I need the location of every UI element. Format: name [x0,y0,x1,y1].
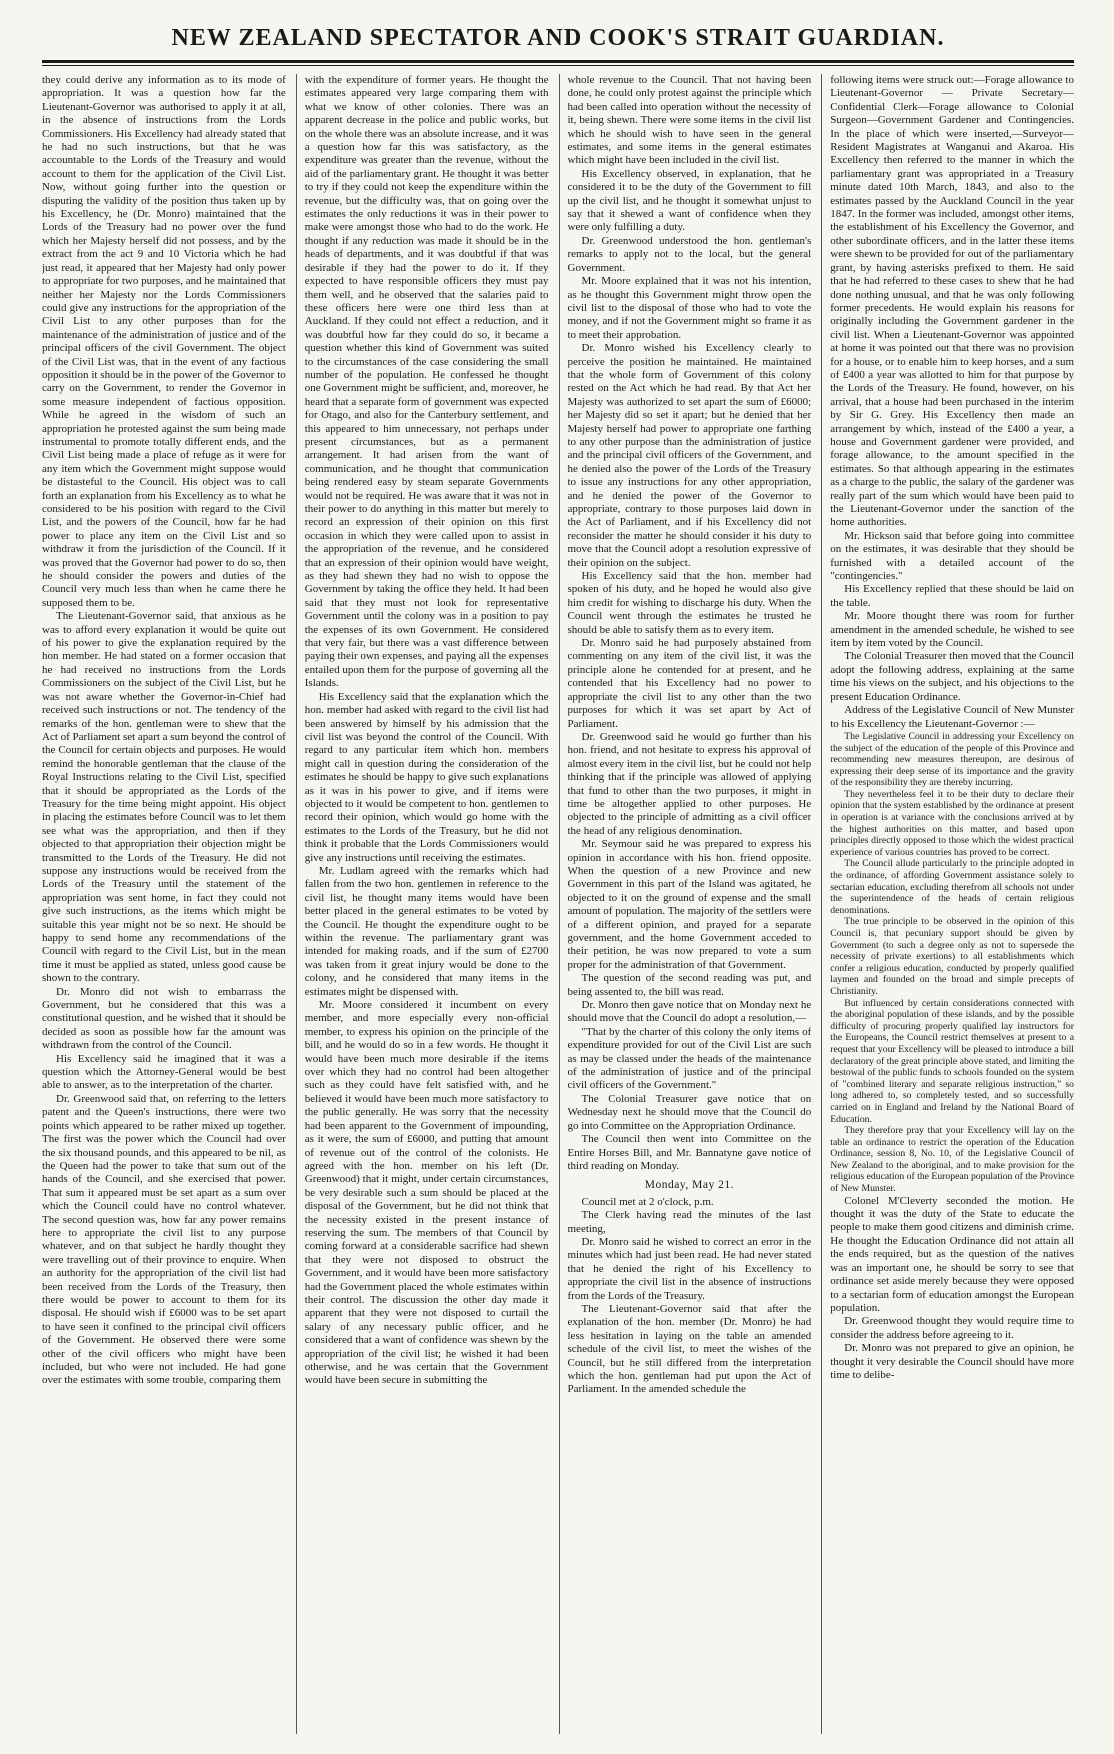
paragraph: whole revenue to the Council. That not having been done, he could only protest against the principle which had been called into operation without the necessity of it, being shewn. There were some items in the civil list which he should wish to have seen in the general estimates, and some items in the general estimates which might have been included in the civil list. [567,74,812,167]
paragraph: The Lieutenant-Governor said that after the explanation of the hon. member (Dr. Monro) he had less hesitation in laying on the table an amended schedule of the civil list, to meet the wishes of the Council, but he still differed from the interpretation which the hon. gentleman had put upon the Act of Parliament. In the amended schedule the [567,1302,812,1396]
paragraph: The Council then went into Committee on the Entire Horses Bill, and Mr. Bannatyne gave notice of third reading on Monday. [567,1133,812,1172]
masthead-rule-thick [42,60,1074,63]
paragraph: The Clerk having read the minutes of the last meeting, [567,1209,812,1235]
paragraph: Dr. Monro said he wished to correct an error in the minutes which had just been read. He had never stated that he denied the right of his Excellency to appropriate the civil list in the absence of instructions from the Lords of the Treasury. [567,1235,812,1302]
paragraph: Dr. Greenwood thought they would require time to consider the address before agreeing to it. [830,1315,1074,1341]
paragraph: Dr. Monro said he had purposely abstained from commenting on any item of the civil list, it was the principle alone he contended for at present, and he contended that his Excellency had no power to appropriate the civil list to any other than the two purposes for which it was set apart by Act of Parliament. [567,637,812,730]
paragraph: The Colonial Treasurer then moved that the Council adopt the following address, explaining at the same time his views on the subject, and his objections to the present Education Ordinance. [830,650,1074,703]
address-paragraph: The true principle to be observed in the opinion of this Council is, that pecuniary support should be given by Government (to such a degree only as not to supersede the necessity of private exertions) to all establishments which confer a religious education, conducted by properly qualified laymen and founded on the broad and simple precepts of Christianity. [830,916,1074,997]
paragraph: Dr. Monro did not wish to embarrass the Government, but he considered that this was a constitutional question, and he wished that it should be decided as soon as possible how far the amount was withdrawn from the control of the Council. [42,985,286,1052]
address-paragraph: The Legislative Council in addressing your Excellency on the subject of the education of the people of this Province and recommending new measures thereupon, are desirous of expressing their deep sense of its importance and the gravity of the responsibility they are thereby incurring. [830,730,1074,789]
paragraph: Dr. Monro wished his Excellency clearly to perceive the position he maintained. He maintained that the whole form of Government of this colony rested on the Act which he had read. By that Act her Majesty was authorized to set apart the sum of £6000; her Majesty did so set it apart; but he denied that her Majesty herself had power to appropriate one farthing to any other purpose than the administration of justice and the principal civil officers of the Government, and he denied also the power of the Lords of the Treasury to issue any instructions for any other appropriation, and he denied the power of the Governor to appropriate, contrary to those purposes laid down in the Act of Parliament, and if his Excellency did not reconsider the matter he should consider it his duty to move that the Council adopt a resolution expressive of their opinion on the subject. [567,342,812,569]
paragraph: following items were struck out:—Forage allowance to Lieutenant-Governor — Private Secretary—Confidential Clerk—Forage allowance to Colonial Surgeon—Government Gardener and Contingencies. In the place of which were inserted,—Surveyor—Resident Magistrates at Wanganui and Akaroa. His Excellency then referred to the manner in which the parliamentary grant was appropriated in a Treasury minute dated 10th March, 1843, and also to the estimates passed by the Auckland Council in the year 1847. In the former was included, amongst other items, the establishment of his Excellency the Governor, and other subordinate officers, and in the latter these items were shewn to be provided for out of the parliamentary grant, by having asterisks prefixed to them. He said that he had referred to these cases to shew that he had done nothing unusual, and that he was only following former precedents. He would explain his reasons for originally including the Government gardener in the civil list. When a Lieutenant-Governor was appointed at home it was pointed out that there was no provision for a house, or to enable him to keep horses, and a sum of £400 a year was allotted to him for that purpose by the Lords of the Treasury. He found, however, on his arrival, that a house had been purchased in the interim by Sir G. Grey. His Excellency then made an arrangement by which, instead of the £400 a year, a house and Government gardener were provided, and forage allowance, to the amount specified in the estimates. So that although appearing in the estimates as a charge to the public, the salary of the gardener was really part of the sum which would have been paid to the Lieutenant-Governor under the sanction of the home authorities. [830,74,1074,529]
column-1 [42,74,286,1734]
paragraph: with the expenditure of former years. He thought the estimates appeared very large comparing them with what we know of other colonies. There was an apparent decrease in the police and public works, but on the whole there was an absolute increase, and it was a question how far this was satisfactory, as the expenditure was greater than the revenue, without the aid of the parliamentary grant. He thought it was better to try if they could not keep the expenditure within the revenue, but the difficulty was, that on going over the estimates the only reductions it was in their power to make were amongst those who had to do the work. He thought if any reduction was made it should be in the heads of departments, and it was doubtful if that was desirable if they had the power to do it. If they expected to have responsible officers they must pay them well, and he observed that the salaries paid to these officers here were one third less than at Auckland. If they could not effect a reduction, and it was doubtful how far they could do so, it became a question whether this kind of Government was suited to the circumstances of the case considering the small number of the population. He confessed he thought one Government might be sufficient, and, moreover, he heard that a separate form of government was expected for Otago, and also for the Canterbury settlement, and this appeared to him unnecessary, not perhaps under present circumstances, but as a permanent arrangement. It had arisen from the want of communication, and he thought that communication being rendered easy by steam separate Governments would not be required. He was aware that it was not in their power to do anything in this matter but merely to record an expression of their opinion on this first occasion in which they were called upon to assist in the appropriation of the revenue, and he considered that an expression of their opinion would have weight, as they had shewn they had no wish to oppose the Government by taking the office they held. It had been said that they must not look for representative Government until the colony was in a position to pay the expenses of its own Government. He considered that very fair, but there was a vast difference between paying their own expenses, and paying all the expenses entailed upon them for the purpose of governing all the Islands. [304,74,549,690]
paragraph: Mr. Moore considered it incumbent on every member, and more especially every non-official member, to express his opinion on the principle of the bill, and he would do so in a few words. He thought it would have been much more desirable if the items over which they had no control had been altogether such as they could have felt satisfied with, and he believed it would have been much more satisfactory to the public generally. He was sorry that the necessity had been apparent to the Government of impounding, as it were, the sum of £6000, and putting that amount of revenue out of the control of the colonists. He agreed with the hon. member on his left (Dr. Greenwood) that it might, under certain circumstances, be very desirable such a sum should be placed at the disposal of the Government, but he did not think that the necessity existed in the present instance of reserving the sum. The members of that Council by coming forward at a considerable sacrifice had shewn that they were not disposed to obstruct the Government, and it would have been more satisfactory had the Government placed the whole estimates within their control. The discussion the other day made it apparent that they were not disposed to curtail the salary of any necessary public officer, and he considered that a want of confidence was shewn by the appropriation of the civil list; he wished it had been otherwise, and he was certain that the Government would have been secure in submitting the [304,999,549,1387]
column-3 [559,74,812,1734]
paragraph: His Excellency observed, in explanation, that he considered it to be the duty of the Government to fill up the civil list, and he thought it somewhat unjust to say that it shewed a want of confidence when they were only fulfilling a duty. [567,167,812,234]
paragraph: His Excellency said that the hon. member had spoken of his duty, and he hoped he would also give him credit for wishing to discharge his duty. When the Council went through the estimates he trusted he should be able to satisfy them as to every item. [567,570,812,636]
dateline: Monday, May 21. [644,1179,734,1192]
column-4 [821,74,1074,1734]
paragraph: His Excellency replied that these should be laid on the table. [830,583,1074,609]
masthead-title: NEW ZEALAND SPECTATOR AND COOK'S STRAIT GUARDIAN. [171,25,945,51]
paragraph: Council met at 2 o'clock, p.m. [581,1195,714,1208]
paragraph: The question of the second reading was put, and being assented to, the bill was read. [567,972,812,998]
paragraph: Dr. Monro was not prepared to give an opinion, he thought it very desirable the Council should have more time to delibe- [830,1342,1074,1381]
paragraph: they could derive any information as to its mode of appropriation. It was a question how far the Lieutenant-Governor was authorised to apply it at all, in the absence of instructions from the Lords Commissioners. His Excellency had already stated that he had no such instructions, but that he was accountable to the Lords of the Treasury and would account to them for the application of the Civil List. Now, without going further into the question or disputing the validity of the position thus taken up by his Excellency, he (Dr. Monro) maintained that the Lords of the Treasury had no power over the fund which her Majesty herself did not possess, and by the extract from the act 9 and 10 Victoria which he had just read, it appeared that her Majesty had only power to appropriate for two purposes, and he maintained that neither her Majesty nor the Lords Commissioners could give any instructions for the appropriation of the Civil List to any other purposes than for the maintenance of the administration of justice and of the principal officers of the civil Government. The object of the Civil List was, that in the event of any factious opposition it should be in the power of the Governor to carry on the Government, to render the Governor in some measure independent of factious opposition. While he agreed in the wisdom of such an appropriation he protested against the sum being made instrumental to promote totally different ends, and the Civil List being made a place of refuge as it were for any item which the Government might suppose would be distasteful to the Council. His object was to call forth an explanation from his Excellency as to what he considered to be his position with regard to the Civil List, and the powers of the Council, how far he had power to place any item on the Civil List and so withdraw it from the jurisdiction of the Council. If it was proved that the Governor had power to do so, then he should consider the powers and duties of the Council very much less than when he came there he supposed them to be. [42,74,286,609]
paragraph: The Lieutenant-Governor said, that anxious as he was to afford every explanation it would be quite out of his power to give the explanation required by the hon member. He had stated on a former occasion that he had received no instructions from the Lords Commissioners on the subject of the Civil List, but he was not aware whether the Governor-in-Chief had received such instructions or not. The tendency of the remarks of the hon. gentleman were to shew that the Act of Parliament set apart a sum beyond the control of the Council for certain objects and purposes. He would remind the honorable gentleman that the clause of the Royal Instructions relating to the Civil List, specified that it should be appropriated as the Lords of the Treasury for the time being might appoint. His object in placing the estimates before Council was to let them see what was the appropriation, and then if they objected to that appropriation their objection might be transmitted to the Lords of the Treasury. He did not suppose any instructions would be received from the Lords of the Treasury until the statement of the appropriation was sent home, in fact they could not give such instructions, as the items which might be suitable this year might not be so next. He should be happy to send home any recommendations of the Council with regard to the Civil List, but in the mean time it must be applied as stated, unless good cause be shown to the contrary. [42,610,286,985]
paragraph: Mr. Seymour said he was prepared to express his opinion in accordance with his hon. friend opposite. When the question of a new Province and new Government in this part of the Island was agitated, he objected to it on the ground of expense and the small amount of population. The majority of the settlers were of a different opinion, and prayed for a separate government, and the home Government acceded to their petition, he was now prepared to vote a sum proper for the administration of that Government. [567,838,812,971]
paragraph: Dr. Greenwood said that, on referring to the letters patent and the Queen's instructions, there were two points which appeared to be rather mixed up together. The first was the power which the Council had over the six thousand pounds, and this appeared to be nil, as the Queen had the power to take that sum out of the hands of the Council, and she exercised that power. That sum it appeared must be set apart as a sum over which the Council could have no control whatever. The second question was, how far any power remains here to appropriate the civil list to any purpose whatever, and on that subject he hardly thought they were travelling out of their province to enquire. When an authority for the appropriation of the civil list had been received from the Lords of the Treasury, then there would be power to account to them for its disposal. He should wish if £6000 was to be set apart to have seen it confined to the principal civil officers of the Government. He observed there were some other of the civil officers who might have been included, but who were not included. He had gone over the estimates with some trouble, comparing them [42,1092,286,1387]
paragraph: Dr. Greenwood said he would go further than his hon. friend, and not hesitate to express his approval of almost every item in the civil list, but he could not help thinking that if the principle was allowed of applying that fund to other than the two purposes, it might in time be altogether applied to other purposes. He objected to the principle of admitting as a civil officer the head of any religious denomination. [567,730,812,837]
address-paragraph: They therefore pray that your Excellency will lay on the table an ordinance to restrict the operation of the Education Ordinance, session 8, No. 10, of the Legislative Council of New Zealand to the aboriginal, and to make provision for the religious education of the European population of the Province of New Munster. [830,1125,1074,1195]
paragraph: His Excellency said he imagined that it was a question which the Attorney-General would be best able to answer, as to the interpretation of the charter. [42,1052,286,1092]
paragraph: Mr. Moore explained that it was not his intention, as he thought this Government might throw open the civil list to the disposal of those who had to vote the money, and if not the Government might so frame it as to meet their approbation. [567,275,812,341]
paragraph: His Excellency said that the explanation which the hon. member had asked with regard to the civil list had been answered by himself by his admission that the civil list was beyond the control of the Council. With regard to any particular item which hon. members might call in question during the consideration of the estimates he should be happy to give such explanations as it was in his power to give, and if items were objected to it would be competent to hon. gentlemen to record their opinion, which would go home with the estimates to the Lords of the Treasury, but he did not think it probable that the Lords Commissioners would give any instructions until receiving the estimates. [304,690,549,864]
paragraph: Mr. Moore thought there was room for further amendment in the amended schedule, he wished to see item by item voted by the Council. [830,610,1074,650]
column-2 [296,74,549,1734]
address-paragraph: But influenced by certain considerations connected with the aboriginal population of these islands, and by the possible difficulty of procuring properly qualified lay instructors for the Europeans, the Council restrict themselves at present to a request that your Excellency will be pleased to introduce a bill declaratory of the great principle above stated, and limiting the bestowal of the public funds to schools founded on the system of "combined literary and separate religious instruction," so long adhered to, so completely tested, and so successfully carried on in England and Ireland by the National Board of Education. [830,997,1074,1125]
paragraph: Dr. Greenwood understood the hon. gentleman's remarks to apply not to the local, but the general Government. [567,234,812,274]
address-paragraph: The Council allude particularly to the principle adopted in the ordinance, of affording Government assistance solely to sectarian education, excluding therefrom all schools not under the superintendence of the heads of certain religious denominations. [830,858,1074,916]
paragraph: Mr. Ludlam agreed with the remarks which had fallen from the two hon. gentlemen in reference to the civil list, he thought many items would have been better placed in the general estimates to be voted by the Council. He thought the expenditure ought to be within the revenue. The parliamentary grant was intended for making roads, and if the sum of £2700 was taken from it great injury would be done to the colony, and he considered that many items in the estimates might be dispensed with. [304,864,549,998]
masthead-rule-thin [42,65,1074,66]
quoted-resolution: "That by the charter of this colony the only items of expenditure provided for out of the Civil List are such as may be classed under the heads of the maintenance of the administration of justice and of the principal civil officers of the Government." [567,1025,812,1092]
article-columns [42,74,1074,1734]
paragraph: Mr. Hickson said that before going into committee on the estimates, it was desirable that they should be furnished with a detailed account of the "contingencies." [830,529,1074,583]
address-paragraph: They nevertheless feel it to be their duty to declare their opinion that the system established by the ordinance at present in operation is at variance with the conclusions arrived at by the highest authorities on this matter, and based upon principles directly opposed to those which the widest practical experience of various countries has proved to be correct. [830,788,1074,858]
paragraph: Dr. Monro then gave notice that on Monday next he should move that the Council do adopt a resolution,— [567,999,812,1025]
paragraph: The Colonial Treasurer gave notice that on Wednesday next he should move that the Council do go into Committee on the Appropriation Ordinance. [567,1092,812,1132]
paragraph: Colonel M'Cleverty seconded the motion. He thought it was the duty of the State to educate the people to make them good citizens and diminish crime. He thought the Education Ordinance did not attain all the ends required, but as the question of the natives was an important one, he should be sorry to see that ordinance set aside merely because they were opposed to a sectarian form of education amongst the European population. [830,1194,1074,1314]
address-heading: Address of the Legislative Council of New Munster to his Excellency the Lieutenant-Governor :— [830,704,1074,730]
